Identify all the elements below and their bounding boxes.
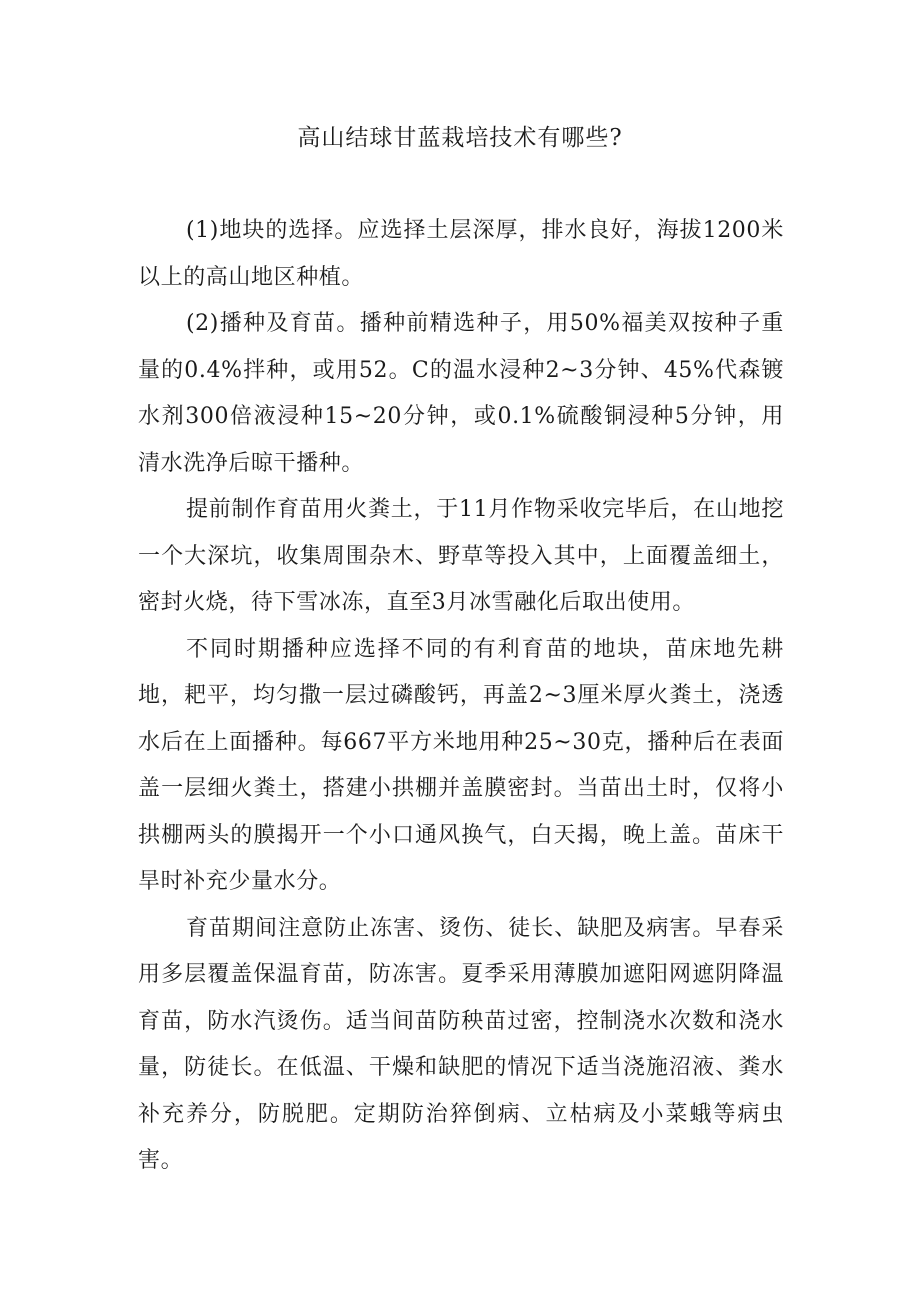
paragraph-seedbed-sowing: 不同时期播种应选择不同的有利育苗的地块，苗床地先耕地，耙平，均匀撒一层过磷酸钙，再盖2~3厘米厚火粪土，浇透水后在上面播种。每667平方米地用种25~30克，播种后在表面盖一层细火粪土，搭建小拱棚并盖膜密封。当苗出土时，仅将小拱棚两头的膜揭开一个小口通风换气，白天揭，晚上盖。苗床干旱时补充少量水分。 (138, 636, 784, 894)
paragraph-sowing-seedling: (2)播种及育苗。播种前精选种子，用50%福美双按种子重量的0.4%拌种，或用52。C的温水浸种2~3分钟、45%代森镀水剂300倍液浸种15~20分钟，或0.1%硫酸铜浸种5分钟，用清水洗净后晾干播种。 (138, 311, 784, 476)
paragraph-seedling-care: 育苗期间注意防止冻害、烫伤、徒长、缺肥及病害。早春采用多层覆盖保温育苗，防冻害。夏季采用薄膜加遮阳网遮阴降温育苗，防水汽烫伤。适当间苗防秧苗过密，控制浇水次数和浇水量，防徒长。在低温、干燥和缺肥的情况下适当浇施沼液、粪水补充养分，防脱肥。定期防治猝倒病、立枯病及小菜蛾等病虫害。 (138, 915, 784, 1173)
paragraph-site-selection: (1)地块的选择。应选择土层深厚，排水良好，海拔1200米以上的高山地区种植。 (138, 218, 784, 290)
paragraph-fire-manure-soil: 提前制作育苗用火粪土，于11月作物采收完毕后，在山地挖一个大深坑，收集周围杂木、野草等投入其中，上面覆盖细土，密封火烧，待下雪冰冻，直至3月冰雪融化后取出使用。 (138, 497, 784, 615)
document-body (138, 208, 784, 1185)
document-title: 高山结球甘蓝栽培技术有哪些? (297, 125, 623, 151)
